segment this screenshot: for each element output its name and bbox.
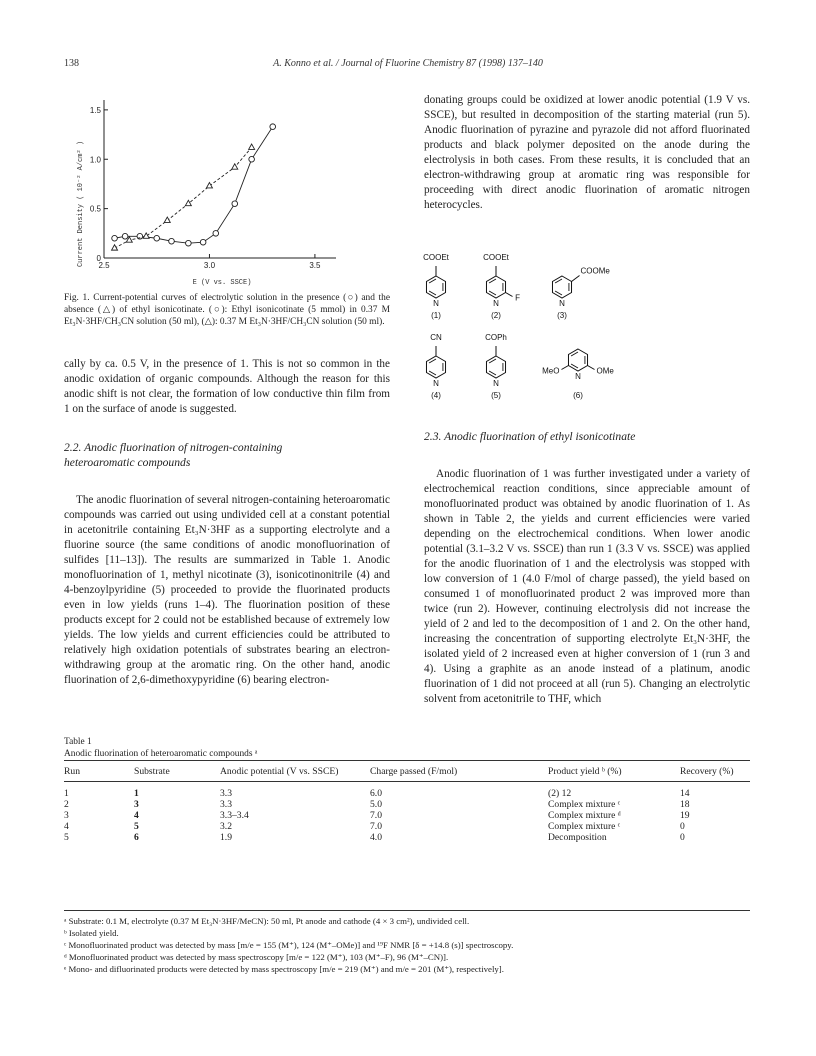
nitrogen-label: N bbox=[575, 372, 581, 381]
substituent-label: CN bbox=[430, 333, 442, 342]
substituent-label: OMe bbox=[596, 366, 614, 376]
cell-run: 2 bbox=[64, 799, 69, 810]
header-recovery: Recovery (%) bbox=[680, 766, 734, 777]
cell-potential: 3.3 bbox=[220, 799, 232, 810]
cell-charge: 6.0 bbox=[370, 788, 382, 799]
nitrogen-label: N bbox=[433, 299, 439, 308]
footnote-a: ᵃ Substrate: 0.1 M, electrolyte (0.37 M Et₃N·3HF/MeCN): 50 ml, Pt anode and cathode (4 × 3 cm²), undivided cell. bbox=[64, 916, 470, 926]
left-column bbox=[64, 357, 390, 688]
x-tick-label: 2.5 bbox=[98, 261, 110, 270]
nitrogen-label: N bbox=[559, 299, 565, 308]
header-anodic-potential: Anodic potential (V vs. SSCE) bbox=[220, 766, 339, 777]
header-substrate: Substrate bbox=[134, 766, 170, 777]
x-axis-label: E (V vs. SSCE) bbox=[192, 279, 252, 286]
table-row bbox=[64, 799, 750, 810]
substituent-label: COOMe bbox=[580, 266, 610, 276]
triangle-point bbox=[249, 144, 255, 149]
cell-recovery: 0 bbox=[680, 832, 685, 843]
chart-series bbox=[112, 124, 276, 250]
cell-substrate: 3 bbox=[134, 799, 139, 810]
circle-point bbox=[249, 156, 255, 162]
cell-run: 1 bbox=[64, 788, 69, 799]
table-1-label: Table 1 bbox=[64, 737, 92, 747]
right-column-bottom bbox=[424, 429, 750, 707]
compound-label-4: (4) bbox=[431, 391, 441, 400]
cell-substrate: 5 bbox=[134, 821, 139, 832]
cell-recovery: 0 bbox=[680, 821, 685, 832]
cell-run: 3 bbox=[64, 810, 69, 821]
triangle-point bbox=[206, 183, 212, 188]
circle-point bbox=[154, 235, 160, 241]
circle-point bbox=[213, 231, 219, 237]
nitrogen-label: N bbox=[433, 379, 439, 388]
cell-yield: (2) 12 bbox=[548, 788, 572, 799]
structure-3-bond bbox=[572, 276, 580, 282]
circle-point bbox=[112, 235, 118, 241]
circle-point bbox=[186, 240, 192, 246]
page-number: 138 bbox=[64, 58, 79, 69]
circle-point bbox=[232, 201, 238, 207]
header-product-yield: Product yield ᵇ (%) bbox=[548, 766, 622, 777]
circle-point bbox=[270, 124, 276, 130]
circle-series-line bbox=[115, 127, 273, 244]
cell-recovery: 18 bbox=[680, 799, 690, 810]
triangle-point bbox=[164, 217, 170, 222]
nitrogen-label: N bbox=[493, 299, 499, 308]
compound-label-2: (2) bbox=[491, 311, 501, 320]
table-1 bbox=[64, 760, 750, 843]
cell-yield: Complex mixture ᵈ bbox=[548, 810, 621, 821]
x-tick-label: 3.0 bbox=[203, 261, 216, 270]
triangle-point bbox=[232, 164, 238, 169]
y-axis-label: Current Density ( 10⁻² A/cm² ) bbox=[77, 140, 85, 268]
substituent-label: COOEt bbox=[423, 253, 449, 262]
cell-substrate: 6 bbox=[134, 832, 139, 843]
cell-yield: Decomposition bbox=[548, 832, 607, 843]
left-paragraph-1: cally by ca. 0.5 V, in the presence of 1. This is not so common in the anodic oxidation of organic compounds. Although the reason for this anodic shift is not clear, the formation of low conductive thin film from 1 on the surface of anode is suggested. bbox=[64, 358, 390, 415]
cell-recovery: 19 bbox=[680, 810, 690, 821]
cell-substrate: 1 bbox=[134, 788, 139, 799]
circle-point bbox=[169, 238, 175, 244]
cell-substrate: 4 bbox=[134, 810, 139, 821]
structure-2-f-bond bbox=[506, 293, 513, 297]
figure-1-caption: Fig. 1. Current-potential curves of electrolytic solution in the presence (○) and the absence (△) of ethyl isonicotinate. (○): Ethyl isonicotinate (5 mmol) in 0.37 M Et₃N·3HF/CH₃CN solution (50 ml), (△): 0.37 M Et₃N·3HF/CH₃CN solution (50 ml). bbox=[64, 293, 390, 327]
left-paragraph-2: The anodic fluorination of several nitrogen-containing heteroaromatic compounds was carried out using undivided cell at a constant potential in acetonitrile containing Et₃N·3HF as a supporting electrolyte and a fluorine source (the same conditions of anodic monofluorination of sulfides [11–13]). The results are summarized in Table 1. Anodic monofluorination of 1, methyl nicotinate (3), isonicotinonitrile (4) and 4-benzoylpyridine (5) proceeded to provide the fluorinated products even in low yields (runs 1–4). The fluorination position of these products except for 2 could not be established because of extremely low yields. The low yields and current efficiencies could be attributed to relatively high oxidation potentials of substrates bearing an electron-withdrawing group at the aromatic ring. On the other hand, anodic fluorination of 2,6-dimethoxypyridine (6) bearing electron- bbox=[64, 494, 390, 686]
cell-yield: Complex mixture ᶜ bbox=[548, 799, 621, 810]
cell-charge: 7.0 bbox=[370, 810, 382, 821]
nitrogen-label: N bbox=[493, 379, 499, 388]
structure-6-bond-left bbox=[561, 366, 568, 370]
section-title-2-2: 2.2. Anodic fluorination of nitrogen-containing heteroaromatic compounds bbox=[64, 441, 283, 469]
table-1-title bbox=[64, 736, 257, 760]
cell-potential: 1.9 bbox=[220, 832, 232, 843]
journal-header: A. Konno et al. / Journal of Fluorine Chemistry 87 (1998) 137–140 bbox=[273, 58, 543, 69]
cell-recovery: 14 bbox=[680, 788, 690, 799]
x-tick-label: 3.5 bbox=[309, 261, 321, 270]
header-run: Run bbox=[64, 766, 80, 777]
cell-potential: 3.2 bbox=[220, 821, 232, 832]
substituent-label: MeO bbox=[542, 366, 560, 376]
substituent-label: COOEt bbox=[483, 253, 509, 262]
table-row bbox=[64, 788, 750, 799]
table-row bbox=[64, 810, 750, 821]
cell-potential: 3.3–3.4 bbox=[220, 810, 249, 821]
y-tick-label: 0.5 bbox=[89, 204, 101, 214]
section-title-2-3: 2.3. Anodic fluorination of ethyl isonicotinate bbox=[424, 430, 636, 443]
footnote-c: ᶜ Monofluorinated product was detected by mass [m/e = 155 (M⁺), 124 (M⁺–OMe)] and ¹⁹F NMR [δ = +14.8 (s)] spectroscopy. bbox=[64, 940, 514, 950]
substituent-label: COPh bbox=[485, 333, 507, 342]
table-1-description: Anodic fluorination of heteroaromatic compounds ᵃ bbox=[64, 749, 258, 759]
compound-label-3: (3) bbox=[557, 311, 567, 320]
table-row bbox=[64, 832, 750, 843]
right-paragraph-2: Anodic fluorination of 1 was further investigated under a variety of electrochemical reaction conditions, since appreciable amount of monofluorinated product was obtained by anodic fluorination of 1. As shown in Table 2, the yields and current efficiencies were varied depending on the electrochemical conditions. When lower anodic potential (3.1–3.2 V vs. SSCE) than run 1 (3.3 V vs. SSCE) was applied for the anodic fluorination of 1 and the electrolysis was stopped with low conversion of 1 (4.0 F/mol of charge passed), the yield based on consumed 1 of monofluorinated product 2 was improved more than twice (run 2). However, continuing electrolysis did not increase the yield of 2 and led to the decomposition of 1 and 2. On the other hand, increasing the concentration of supporting electrolyte Et₃N·3HF, the isolated yield of 2 increased even at higher conversion of 1 (run 3 and 4). Using a graphite as an anode instead of a platinum, anodic fluorination of 1 did not proceed at all (run 5). Changing an electrolytic solvent from acetonitrile to THF, which bbox=[424, 468, 750, 705]
y-tick-label: 0 bbox=[96, 254, 101, 263]
table-row bbox=[64, 821, 750, 832]
header-charge-passed: Charge passed (F/mol) bbox=[370, 766, 458, 777]
table-footnotes bbox=[64, 915, 764, 975]
table-header-row bbox=[64, 760, 750, 782]
right-paragraph-1: donating groups could be oxidized at lower anodic potential (1.9 V vs. SSCE), but resulted in decomposition of the starting material (run 5). Anodic fluorination of pyrazine and pyrazole did not afford fluorinated products and black polymer deposited on the anode during the electrolysis in both cases. From these results, it is concluded that an electron-withdrawing group at aromatic ring was responsible for proceeding with direct anodic fluorination of aromatic nitrogen heterocycles. bbox=[424, 94, 750, 211]
structure-drawings bbox=[423, 253, 614, 400]
compound-label-5: (5) bbox=[491, 391, 501, 400]
cell-run: 4 bbox=[64, 821, 69, 832]
y-tick-label: 1.0 bbox=[89, 155, 101, 165]
footnote-b: ᵇ Isolated yield. bbox=[64, 928, 119, 938]
cell-charge: 4.0 bbox=[370, 832, 382, 843]
circle-point bbox=[200, 239, 206, 245]
cell-charge: 7.0 bbox=[370, 821, 382, 832]
cell-run: 5 bbox=[64, 832, 69, 843]
triangle-point bbox=[185, 200, 191, 205]
structure-6-bond-right bbox=[588, 366, 595, 370]
compound-label-1: (1) bbox=[431, 311, 441, 320]
chart-ticks bbox=[90, 106, 321, 270]
footnote-d: ᵈ Monofluorinated product was detected by mass spectroscopy [m/e = 122 (M⁺), 103 (M⁺–F), 96 (M⁺–CN)]. bbox=[64, 952, 449, 962]
y-tick-label: 1.5 bbox=[89, 105, 101, 115]
compound-label-6: (6) bbox=[573, 391, 583, 400]
cell-yield: Complex mixture ᶜ bbox=[548, 821, 621, 832]
cell-potential: 3.3 bbox=[220, 788, 232, 799]
cell-charge: 5.0 bbox=[370, 799, 382, 810]
figure-1-chart bbox=[60, 86, 360, 286]
fluorine-label: F bbox=[515, 293, 520, 303]
chemical-structures bbox=[422, 182, 752, 402]
triangle-series-line bbox=[115, 147, 252, 248]
table-bottom-rule bbox=[64, 910, 750, 911]
triangle-point bbox=[143, 233, 149, 238]
circle-point bbox=[122, 233, 128, 239]
footnote-e: ᵉ Mono- and difluorinated products were detected by mass spectroscopy [m/e = 219 (M⁺) and m/e = 201 (M⁺), respectively]. bbox=[64, 964, 504, 974]
